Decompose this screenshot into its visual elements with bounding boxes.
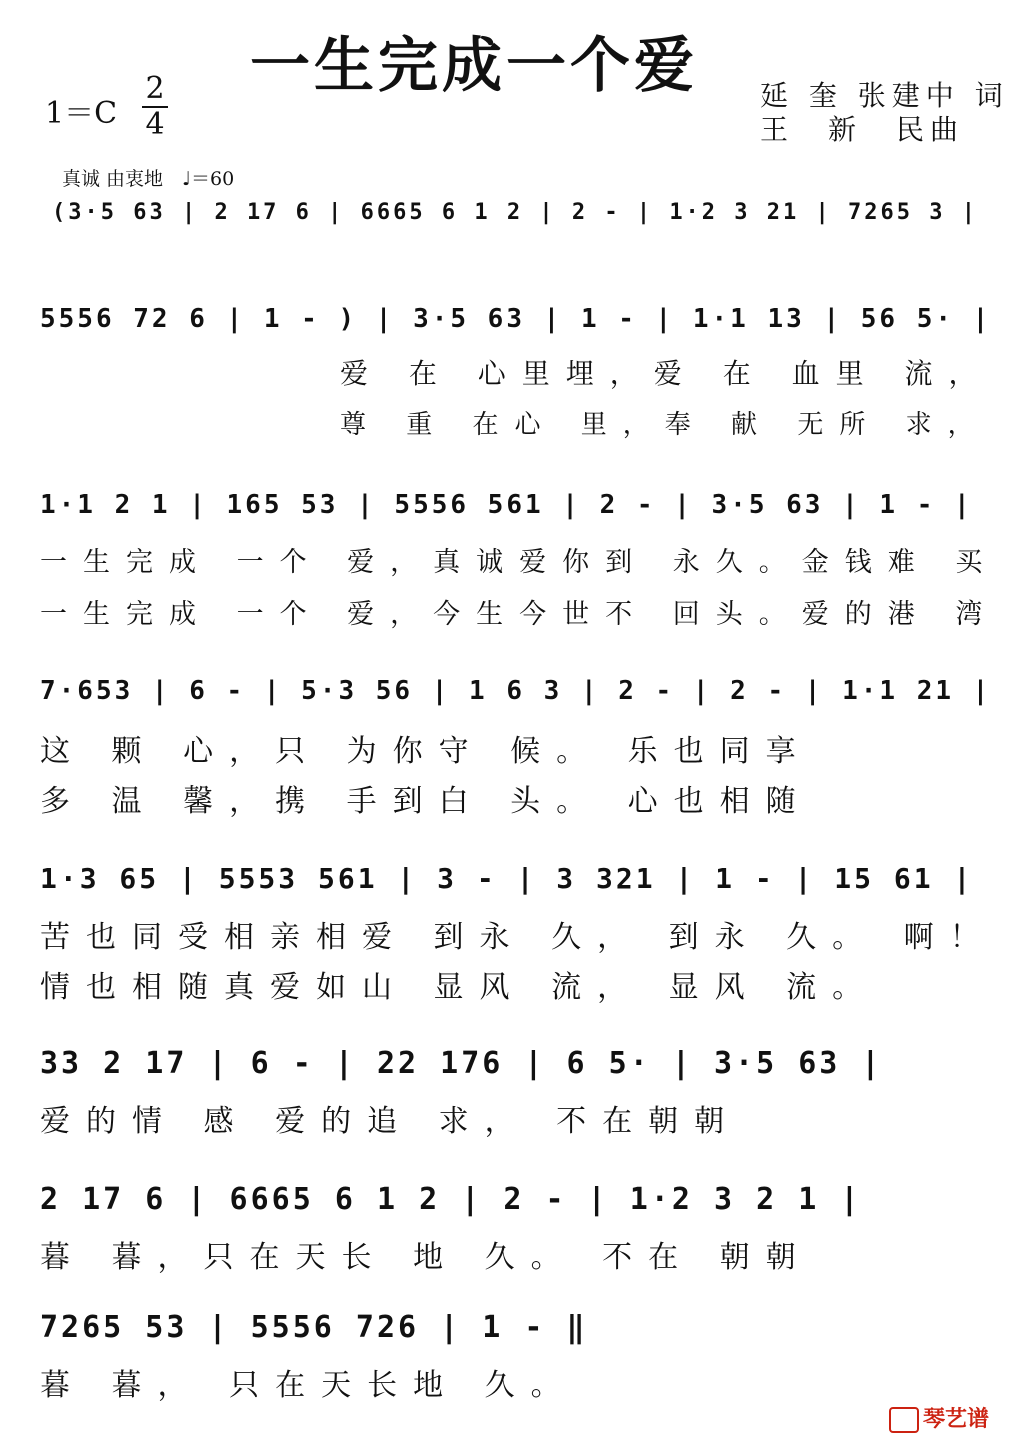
lyric-row-3-verse-1: 一生完成 一个 爱，真诚爱你到 永久。金钱难 买: [40, 547, 999, 578]
lyric-row-2-verse-2: 尊 重 在心 里，奉 献 无所 求，: [340, 410, 990, 440]
lyricist-credit: 延 奎 张建中 词: [760, 79, 1009, 112]
lyric-row-5-verse-1: 苦也同受相亲相爱 到永 久， 到永 久。 啊！: [40, 920, 996, 955]
song-title: 一生完成一个爱: [250, 31, 698, 101]
time-signature-top: 2: [145, 71, 165, 106]
time-signature-bottom: 4: [145, 107, 165, 142]
notation-row-5: 1·3 65 | 5553 561 | 3 - | 3 321 | 1 - | 15 61 |: [40, 862, 974, 895]
notation-row-6: 33 2 17 | 6 - | 22 176 | 6 5· | 3·5 63 |: [40, 1046, 883, 1081]
lyric-row-2-verse-1: 爱 在 心里埋，爱 在 血里 流，: [340, 357, 993, 390]
lyric-row-5-verse-2: 情也相随真爱如山 显风 流， 显风 流。: [40, 970, 879, 1005]
notation-row-7: 2 17 6 | 6665 6 1 2 | 2 - | 1·2 3 2 1 |: [40, 1182, 862, 1217]
lyric-row-4-verse-2: 多 温 馨，携 手到白 头。 心也相随: [40, 784, 812, 819]
watermark-logo: [889, 1402, 989, 1433]
notation-row-2: 5556 72 6 | 1 - ) | 3·5 63 | 1 - | 1·1 13 | 56 5· |: [40, 304, 992, 334]
notation-row-3: 1·1 2 1 | 165 53 | 5556 561 | 2 - | 3·5 63 | 1 - |: [40, 490, 973, 520]
time-signature: [140, 72, 170, 142]
notation-row-1: (3·5 63 | 2 17 6 | 6665 6 1 2 | 2 - | 1·2 3 21 | 7265 3 |: [52, 200, 978, 225]
lyric-row-7: 暮 暮，只在天长 地 久。 不在 朝朝: [40, 1240, 812, 1275]
notation-row-4: 7·653 | 6 - | 5·3 56 | 1 6 3 | 2 - | 2 - | 1·1 21 |: [40, 676, 992, 706]
lyric-row-6: 爱的情 感 爱的追 求， 不在朝朝: [40, 1104, 741, 1139]
lyric-row-4-verse-1: 这 颗 心，只 为你守 候。 乐也同享: [40, 734, 812, 769]
logo-mark-icon: [889, 1407, 919, 1433]
lyric-row-8: 暮 暮， 只在天长地 久。: [40, 1368, 577, 1403]
notation-row-8: 7265 53 | 5556 726 | 1 - ‖: [40, 1310, 588, 1345]
watermark-text: 琴艺谱: [922, 1407, 989, 1432]
tempo-marking: 真诚 由衷地 ♩＝60: [62, 168, 235, 190]
key-signature: 1＝C: [45, 96, 118, 131]
composer-credit: 王 新 民曲: [760, 113, 965, 146]
lyric-row-3-verse-2: 一生完成 一个 爱，今生今世不 回头。爱的港 湾: [40, 599, 999, 630]
